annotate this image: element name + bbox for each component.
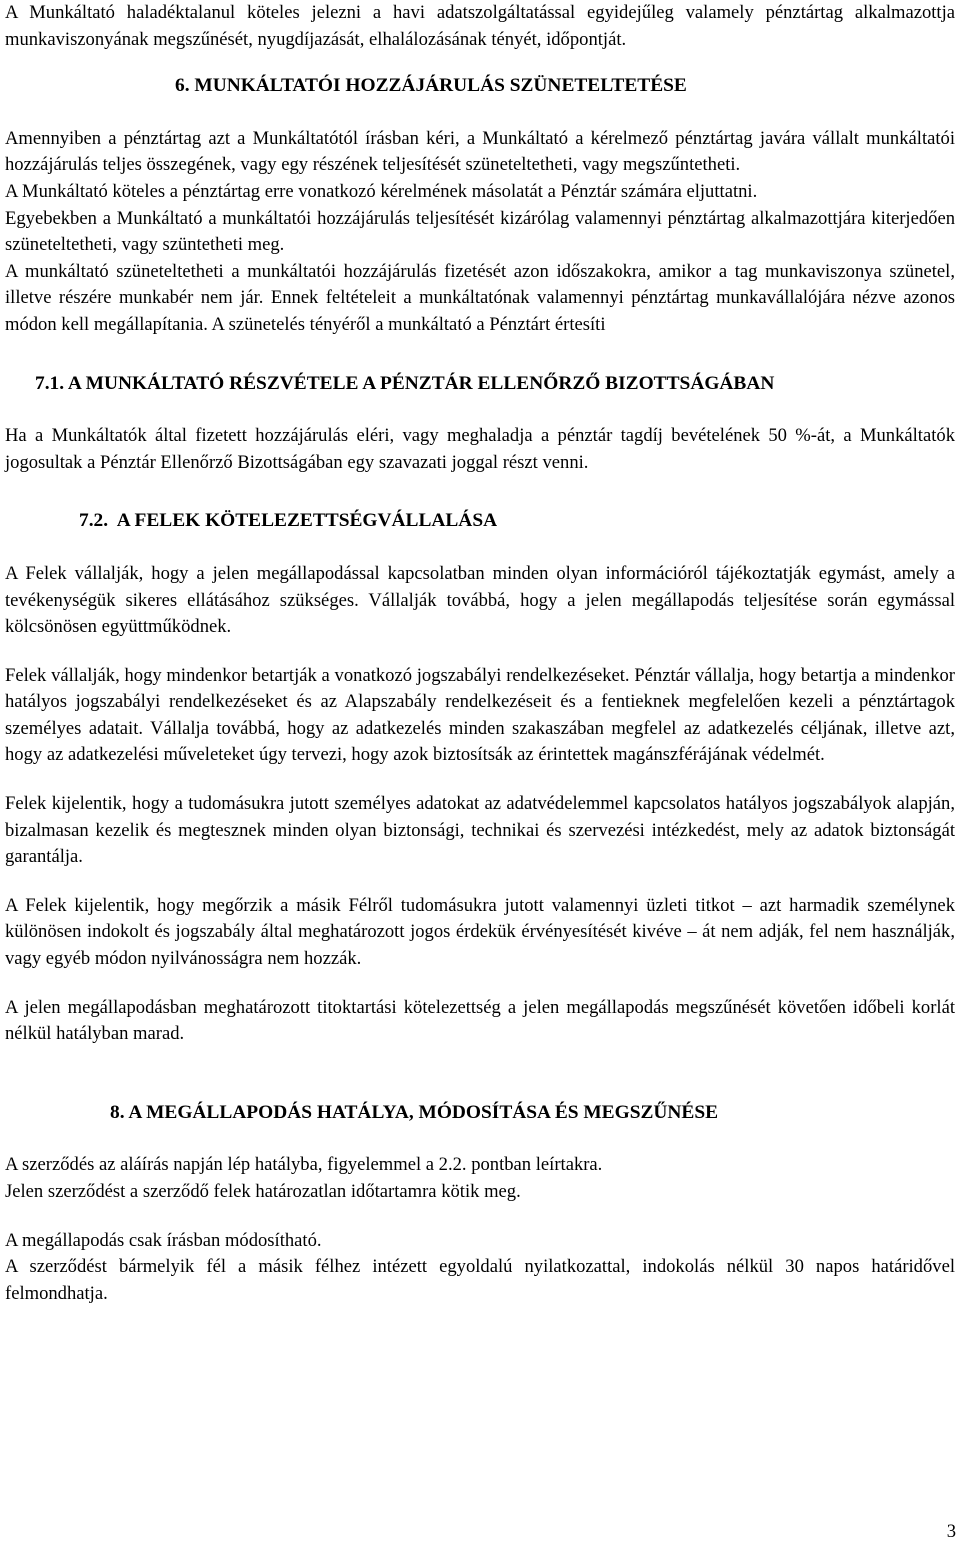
page-number: 3 [946,1521,956,1542]
section-8-line: A szerződés az aláírás napján lép hatályba, figyelemmel a 2.2. pontban leírtakra. [5,1154,603,1176]
section-8-paragraph: A megállapodás csak írásban módosítható. [5,1229,322,1251]
section-6-paragraph: Egyebekben a Munkáltató a munkáltatói hozzájárulás teljesítését kizárólag valamennyi pénztártag alkalmazottjára kiterjedően szüneteltetheti, vagy szüntetheti meg. [5,207,955,256]
section-7-1-paragraph: Ha a Munkáltatók által fizetett hozzájárulás eléri, vagy meghaladja a pénztár tagdíj bevételének 50 %-át, a Munkáltatók jogosultak a Pénztár Ellenőrző Bizottságában egy szavazati joggal részt venni. [5,425,955,473]
section-6-title: 6. MUNKÁLTATÓI HOZZÁJÁRULÁS SZÜNETELTETÉSE [175,75,687,97]
section-6-paragraph: A Munkáltató köteles a pénztártag erre vonatkozó kérelmének másolatát a Pénztár számára eljuttatni. [5,180,758,202]
section-7-2-paragraph: A jelen megállapodásban meghatározott titoktartási kötelezettség a jelen megállapodás megszűnését követően időbeli korlát nélkül hatályban marad. [5,996,955,1045]
section-7-2-paragraph: A Felek vállalják, hogy a jelen megállapodással kapcsolatban minden olyan információról tájékoztatják egymást, amely a tevékenységük sikeres ellátásához szükséges. Vállalják továbbá, hogy a jelen megállapodás teljesítése során egymással kölcsönösen együttműködnek. [5,562,955,638]
section-6-paragraph: Amennyiben a pénztártag azt a Munkáltatótól írásban kéri, a Munkáltató a kérelmező pénztártag javára vállalt munkáltatói hozzájárulás teljes összegének, vagy egy részének teljesítését szüneteltetheti, vagy megszűntetheti. [5,127,955,176]
section-6-paragraph: A munkáltató szüneteltetheti a munkáltatói hozzájárulás fizetését azon időszakokra, amikor a tag munkaviszonya szünetel, illetve részére munkabér nem jár. Ennek feltételeit a munkáltatónak valamennyi pénztártag munkavállalójára nézve azonos módon kell megállapítania. A szünetelés tényéről a munkáltató a Pénztárt értesíti [5,260,955,335]
section-7-2-paragraph: Felek vállalják, hogy mindenkor betartják a vonatkozó jogszabályi rendelkezéseket. Pénztár vállalja, hogy betartja a mindenkor hatályos jogszabályi rendelkezéseket és az Alapszabály rendelkezéseit és a fentieknek megfelelően kezeli a pénztártagok személyes adatait. Vállalja továbbá, hogy az adatkezelés minden szakaszában megfelel az adatkezelés céljának, illetve azt, hogy az adatkezelési műveleteket úgy tervezi, hogy azok biztosítsák az érintettek magánszférájának védelmét. [5,664,955,766]
document-page [5,0,955,1307]
section-7-1-title: 7.1. A MUNKÁLTATÓ RÉSZVÉTELE A PÉNZTÁR ELLENŐRZŐ BIZOTTSÁGÁBAN [35,372,775,394]
section-7-2-paragraph: A Felek kijelentik, hogy megőrzik a másik Félről tudomásukra jutott valamennyi üzleti titkot – azt harmadik személynek különösen indokolt és jogszabály által meghatározott jogos érdekük érvényesítését kivéve – át nem adják, fel nem használják, vagy egyéb módon nyilvánosságra nem hozzák. [5,894,955,970]
section-7-2-title: 7.2. A FELEK KÖTELEZETTSÉGVÁLLALÁSA [79,510,498,532]
section-8-title: 8. A MEGÁLLAPODÁS HATÁLYA, MÓDOSÍTÁSA ÉS MEGSZŰNÉSE [110,1101,719,1123]
section-7-2-paragraph: Felek kijelentik, hogy a tudomásukra jutott személyes adatokat az adatvédelemmel kapcsolatos hatályos jogszabályok alapján, bizalmasan kezelik és megtesznek minden olyan biztonsági, technikai és szervezési intézkedést, mely az adatok biztonságát garantálja. [5,793,955,868]
section-8-paragraph: A szerződést bármelyik fél a másik félhez intézett egyoldalú nyilatkozattal, indokolás nélkül 30 napos határidővel felmondhatja. [5,1256,955,1304]
section-8-line: Jelen szerződést a szerződő felek határozatlan időtartamra kötik meg. [5,1181,521,1202]
intro-paragraph: A Munkáltató haladéktalanul köteles jelezni a havi adatszolgáltatással egyidejűleg valamely pénztártag alkalmazottja munkaviszonyának megszűnését, nyugdíjazását, elhalálozásának tényét, időpontját. [5,2,955,50]
